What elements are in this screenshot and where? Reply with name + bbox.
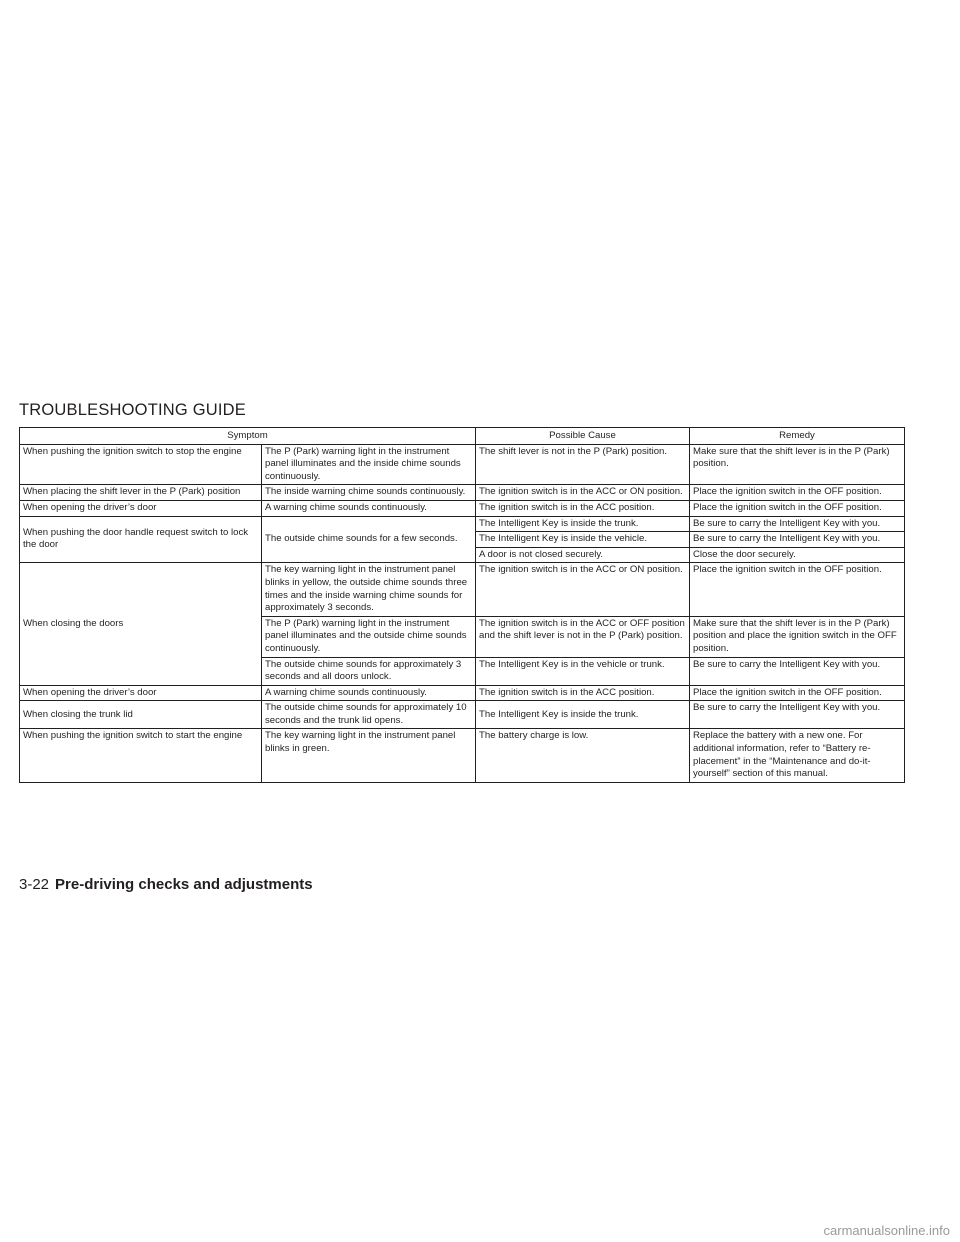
- symptom-cell: The outside chime sounds for approximately 10 seconds and the trunk lid opens.: [262, 701, 476, 729]
- cause-cell: The Intelligent Key is inside the trunk.: [476, 701, 690, 729]
- remedy-cell: Be sure to carry the Intelligent Key with you.: [690, 657, 905, 685]
- watermark: carmanualsonline.info: [823, 1223, 950, 1238]
- situation-cell: When pushing the ignition switch to stop the engine: [20, 444, 262, 485]
- section-title: TROUBLESHOOTING GUIDE: [19, 401, 246, 419]
- remedy-cell: Make sure that the shift lever is in the P (Park) position and place the ignition switch in the OFF position.: [690, 616, 905, 657]
- symptom-cell: The P (Park) warning light in the instrument panel illuminates and the inside chime sounds continuously.: [262, 444, 476, 485]
- symptom-cell: The inside warning chime sounds continuously.: [262, 485, 476, 501]
- remedy-cell: Place the ignition switch in the OFF position.: [690, 563, 905, 616]
- cause-cell: The ignition switch is in the ACC position.: [476, 685, 690, 701]
- remedy-cell: Be sure to carry the Intelligent Key with you.: [690, 532, 905, 548]
- cause-cell: The Intelligent Key is inside the vehicle.: [476, 532, 690, 548]
- situation-cell: When closing the trunk lid: [20, 701, 262, 729]
- footer-section-name: Pre-driving checks and adjustments: [55, 876, 313, 893]
- symptom-cell: The key warning light in the instrument panel blinks in yellow, the outside chime sounds three times and the inside warning chime sounds for approximately 3 seconds.: [262, 563, 476, 616]
- cause-cell: The ignition switch is in the ACC or ON position.: [476, 485, 690, 501]
- remedy-cell: Place the ignition switch in the OFF position.: [690, 500, 905, 516]
- symptom-cell: The outside chime sounds for a few seconds.: [262, 516, 476, 563]
- remedy-cell: Replace the battery with a new one. For additional information, refer to “Battery re-placement” in the “Maintenance and do-it-yourself” section of this manual.: [690, 729, 905, 782]
- symptom-cell: A warning chime sounds continuously.: [262, 685, 476, 701]
- troubleshooting-table: [19, 427, 905, 783]
- situation-cell: When placing the shift lever in the P (Park) position: [20, 485, 262, 501]
- header-possible-cause: Possible Cause: [476, 428, 690, 445]
- cause-cell: The shift lever is not in the P (Park) position.: [476, 444, 690, 485]
- cause-cell: The battery charge is low.: [476, 729, 690, 782]
- table-row: [20, 500, 905, 516]
- table-header-row: [20, 428, 905, 445]
- symptom-cell: The outside chime sounds for approximately 3 seconds and all doors unlock.: [262, 657, 476, 685]
- symptom-cell: The P (Park) warning light in the instrument panel illuminates and the outside chime sounds continuously.: [262, 616, 476, 657]
- situation-cell: When pushing the ignition switch to start the engine: [20, 729, 262, 782]
- page-footer: [19, 876, 313, 893]
- header-remedy: Remedy: [690, 428, 905, 445]
- remedy-cell: Close the door securely.: [690, 547, 905, 563]
- table-row: [20, 563, 905, 616]
- table-row: [20, 444, 905, 485]
- cause-cell: The ignition switch is in the ACC or ON position.: [476, 563, 690, 616]
- situation-cell: When pushing the door handle request switch to lock the door: [20, 516, 262, 563]
- situation-cell: When opening the driver’s door: [20, 500, 262, 516]
- table-row: [20, 516, 905, 532]
- cause-cell: The Intelligent Key is in the vehicle or trunk.: [476, 657, 690, 685]
- remedy-cell: Place the ignition switch in the OFF position.: [690, 485, 905, 501]
- cause-cell: The ignition switch is in the ACC position.: [476, 500, 690, 516]
- remedy-cell: Be sure to carry the Intelligent Key with you.: [690, 701, 905, 729]
- table-row: [20, 685, 905, 701]
- remedy-cell: Place the ignition switch in the OFF position.: [690, 685, 905, 701]
- cause-cell: The ignition switch is in the ACC or OFF position and the shift lever is not in the P (Park) position.: [476, 616, 690, 657]
- situation-cell: When closing the doors: [20, 563, 262, 685]
- page-number: 3-22: [19, 876, 50, 893]
- situation-cell: When opening the driver’s door: [20, 685, 262, 701]
- remedy-cell: Be sure to carry the Intelligent Key with you.: [690, 516, 905, 532]
- remedy-cell: Make sure that the shift lever is in the P (Park) position.: [690, 444, 905, 485]
- table-row: [20, 485, 905, 501]
- cause-cell: A door is not closed securely.: [476, 547, 690, 563]
- header-symptom: Symptom: [20, 428, 476, 445]
- cause-cell: The Intelligent Key is inside the trunk.: [476, 516, 690, 532]
- symptom-cell: A warning chime sounds continuously.: [262, 500, 476, 516]
- table-row: [20, 701, 905, 729]
- symptom-cell: The key warning light in the instrument panel blinks in green.: [262, 729, 476, 782]
- table-row: [20, 729, 905, 782]
